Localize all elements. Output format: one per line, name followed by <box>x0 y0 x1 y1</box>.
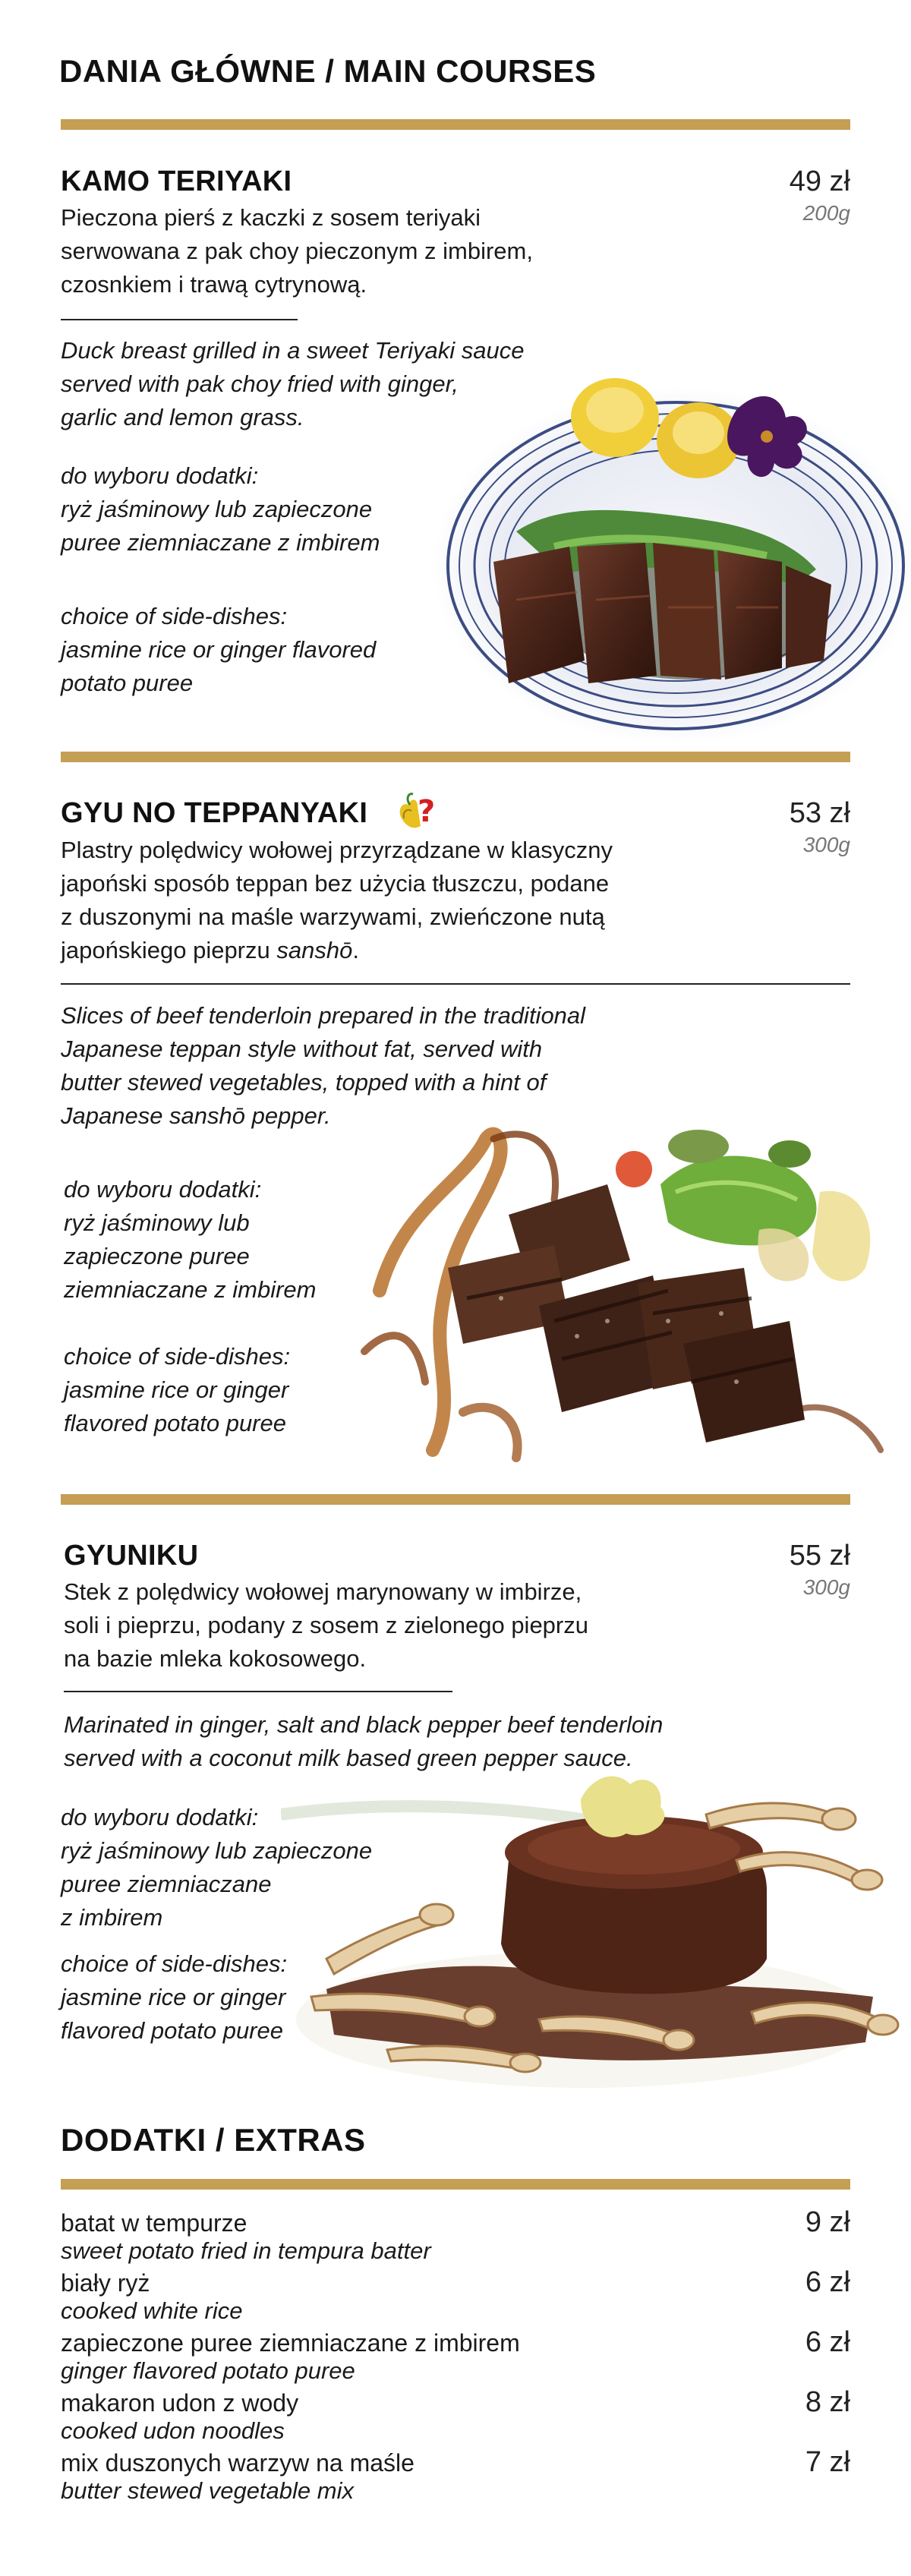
list-item <box>61 2266 850 2329</box>
dish-photo-gyuniku <box>281 1769 911 2111</box>
dish-name: GYU NO TEPPANYAKI <box>61 797 368 829</box>
text-line <box>61 934 613 967</box>
text-line: choice of side-dishes: <box>61 603 288 629</box>
dish-weight: 300g <box>802 833 850 856</box>
text-line: z duszonymi na maśle warzywami, zwieńczone nutą <box>61 903 605 930</box>
text-line: do wyboru dodatki: <box>64 1176 262 1203</box>
gold-divider <box>61 2179 850 2190</box>
text-line: ryż jaśminowy lub zapieczone <box>61 1837 373 1864</box>
text-line: potato puree <box>61 670 194 696</box>
text-line: choice of side-dishes: <box>61 1950 288 1977</box>
extra-name-en: cooked udon noodles <box>61 2417 285 2444</box>
text-line: ryż jaśminowy lub zapieczone <box>61 496 373 522</box>
teppanyaki-illustration <box>334 1093 911 1488</box>
text-line: Marinated in ginger, salt and black pepper beef tenderloin <box>64 1711 664 1738</box>
text-fragment: . <box>352 937 359 963</box>
text-line: ryż jaśminowy lub <box>64 1209 250 1236</box>
dish-description-pl <box>61 834 613 967</box>
extra-price: 6 zł <box>805 2326 850 2358</box>
extra-name-en: ginger flavored potato puree <box>61 2357 355 2384</box>
text-line: Duck breast grilled in a sweet Teriyaki sauce <box>61 337 525 364</box>
extra-price: 8 zł <box>805 2386 850 2418</box>
extra-name-en: butter stewed vegetable mix <box>61 2477 354 2504</box>
dish-weight: 300g <box>802 1575 850 1599</box>
text-line: czosnkiem i trawą cytrynową. <box>61 271 367 298</box>
text-line: do wyboru dodatki: <box>61 462 259 489</box>
text-line: na bazie mleka kokosowego. <box>64 1645 367 1672</box>
extra-name-pl: makaron udon z wody <box>61 2389 299 2417</box>
extra-name-pl: biały ryż <box>61 2269 150 2297</box>
description-divider <box>64 1691 452 1692</box>
text-line: Stek z polędwicy wołowej marynowany w imbirze, <box>64 1578 582 1605</box>
extras-list <box>61 2206 850 2509</box>
dish-description-pl <box>64 1575 588 1676</box>
list-item <box>61 2326 850 2389</box>
gold-divider <box>61 752 850 762</box>
text-line: jasmine rice or ginger flavored <box>61 636 377 663</box>
duck-plate-illustration <box>402 357 911 744</box>
page-title: DANIA GŁÓWNE / MAIN COURSES <box>59 53 597 89</box>
extra-name-en: cooked white rice <box>61 2297 243 2324</box>
text-line: choice of side-dishes: <box>64 1343 291 1370</box>
text-line: puree ziemniaczane z imbirem <box>61 529 380 556</box>
dish-price: 49 zł <box>789 166 850 197</box>
dish-description-pl <box>61 201 533 301</box>
dish-name: GYUNIKU <box>64 1540 199 1572</box>
list-item <box>61 2446 850 2509</box>
text-line: served with pak choy fried with ginger, <box>61 370 459 397</box>
extra-price: 7 zł <box>805 2446 850 2478</box>
dish-price: 55 zł <box>789 1540 850 1572</box>
dish-weight: 200g <box>802 201 850 225</box>
text-line: jasmine rice or ginger <box>61 1984 286 2010</box>
side-dishes-en <box>64 1340 290 1440</box>
extra-name-pl: mix duszonych warzyw na maśle <box>61 2449 415 2477</box>
gold-divider <box>61 119 850 130</box>
text-line: butter stewed vegetables, topped with a hint of <box>61 1069 547 1096</box>
text-line: z imbirem <box>61 1904 163 1931</box>
extra-price: 9 zł <box>805 2206 850 2238</box>
list-item <box>61 2386 850 2449</box>
extras-title: DODATKI / EXTRAS <box>61 2122 366 2158</box>
text-line: japoński sposób teppan bez użycia tłuszczu, podane <box>61 870 610 897</box>
dish-description-en <box>64 1708 663 1775</box>
extra-name-en: sweet potato fried in tempura batter <box>61 2237 431 2264</box>
chili-question-icon <box>395 788 440 837</box>
dish-price: 53 zł <box>789 797 850 829</box>
text-line: garlic and lemon grass. <box>61 404 304 430</box>
extra-name-pl: zapieczone puree ziemniaczane z imbirem <box>61 2329 520 2357</box>
description-divider <box>61 983 850 985</box>
text-line: served with a coconut milk based green pepper sauce. <box>64 1745 633 1771</box>
text-line: flavored potato puree <box>61 2017 283 2044</box>
extra-price: 6 zł <box>805 2266 850 2298</box>
text-line: Slices of beef tenderloin prepared in the traditional <box>61 1002 586 1029</box>
text-line: do wyboru dodatki: <box>61 1804 259 1830</box>
text-line: Pieczona pierś z kaczki z sosem teriyaki <box>61 204 481 231</box>
text-line: jasmine rice or ginger <box>64 1376 289 1403</box>
extra-name-pl: batat w tempurze <box>61 2209 247 2237</box>
text-line: zapieczone puree <box>64 1243 250 1269</box>
text-line: serwowana z pak choy pieczonym z imbirem, <box>61 238 533 264</box>
text-line: Plastry polędwicy wołowej przyrządzane w klasyczny <box>61 837 613 863</box>
gyuniku-illustration <box>281 1769 911 2111</box>
description-divider <box>61 319 298 320</box>
side-dishes-pl <box>61 459 380 560</box>
text-line: puree ziemniaczane <box>61 1871 272 1897</box>
side-dishes-en <box>61 600 376 700</box>
side-dishes-en <box>61 1947 287 2048</box>
text-line: Japanese teppan style without fat, served with <box>61 1036 543 1062</box>
svg-text:?: ? <box>418 794 436 829</box>
dish-photo-duck <box>402 357 911 744</box>
text-line: Japanese sanshō pepper. <box>61 1102 331 1129</box>
text-line: ziemniaczane z imbirem <box>64 1276 317 1303</box>
dish-photo-teppanyaki <box>334 1093 911 1488</box>
side-dishes-pl <box>64 1173 317 1307</box>
text-fragment-italic: sanshō <box>276 937 353 963</box>
text-line: flavored potato puree <box>64 1410 286 1436</box>
text-fragment: japońskiego pieprzu <box>61 937 277 963</box>
list-item <box>61 2206 850 2269</box>
dish-name: KAMO TERIYAKI <box>61 166 292 197</box>
gold-divider <box>61 1494 850 1505</box>
text-line: soli i pieprzu, podany z sosem z zielonego pieprzu <box>64 1612 588 1638</box>
